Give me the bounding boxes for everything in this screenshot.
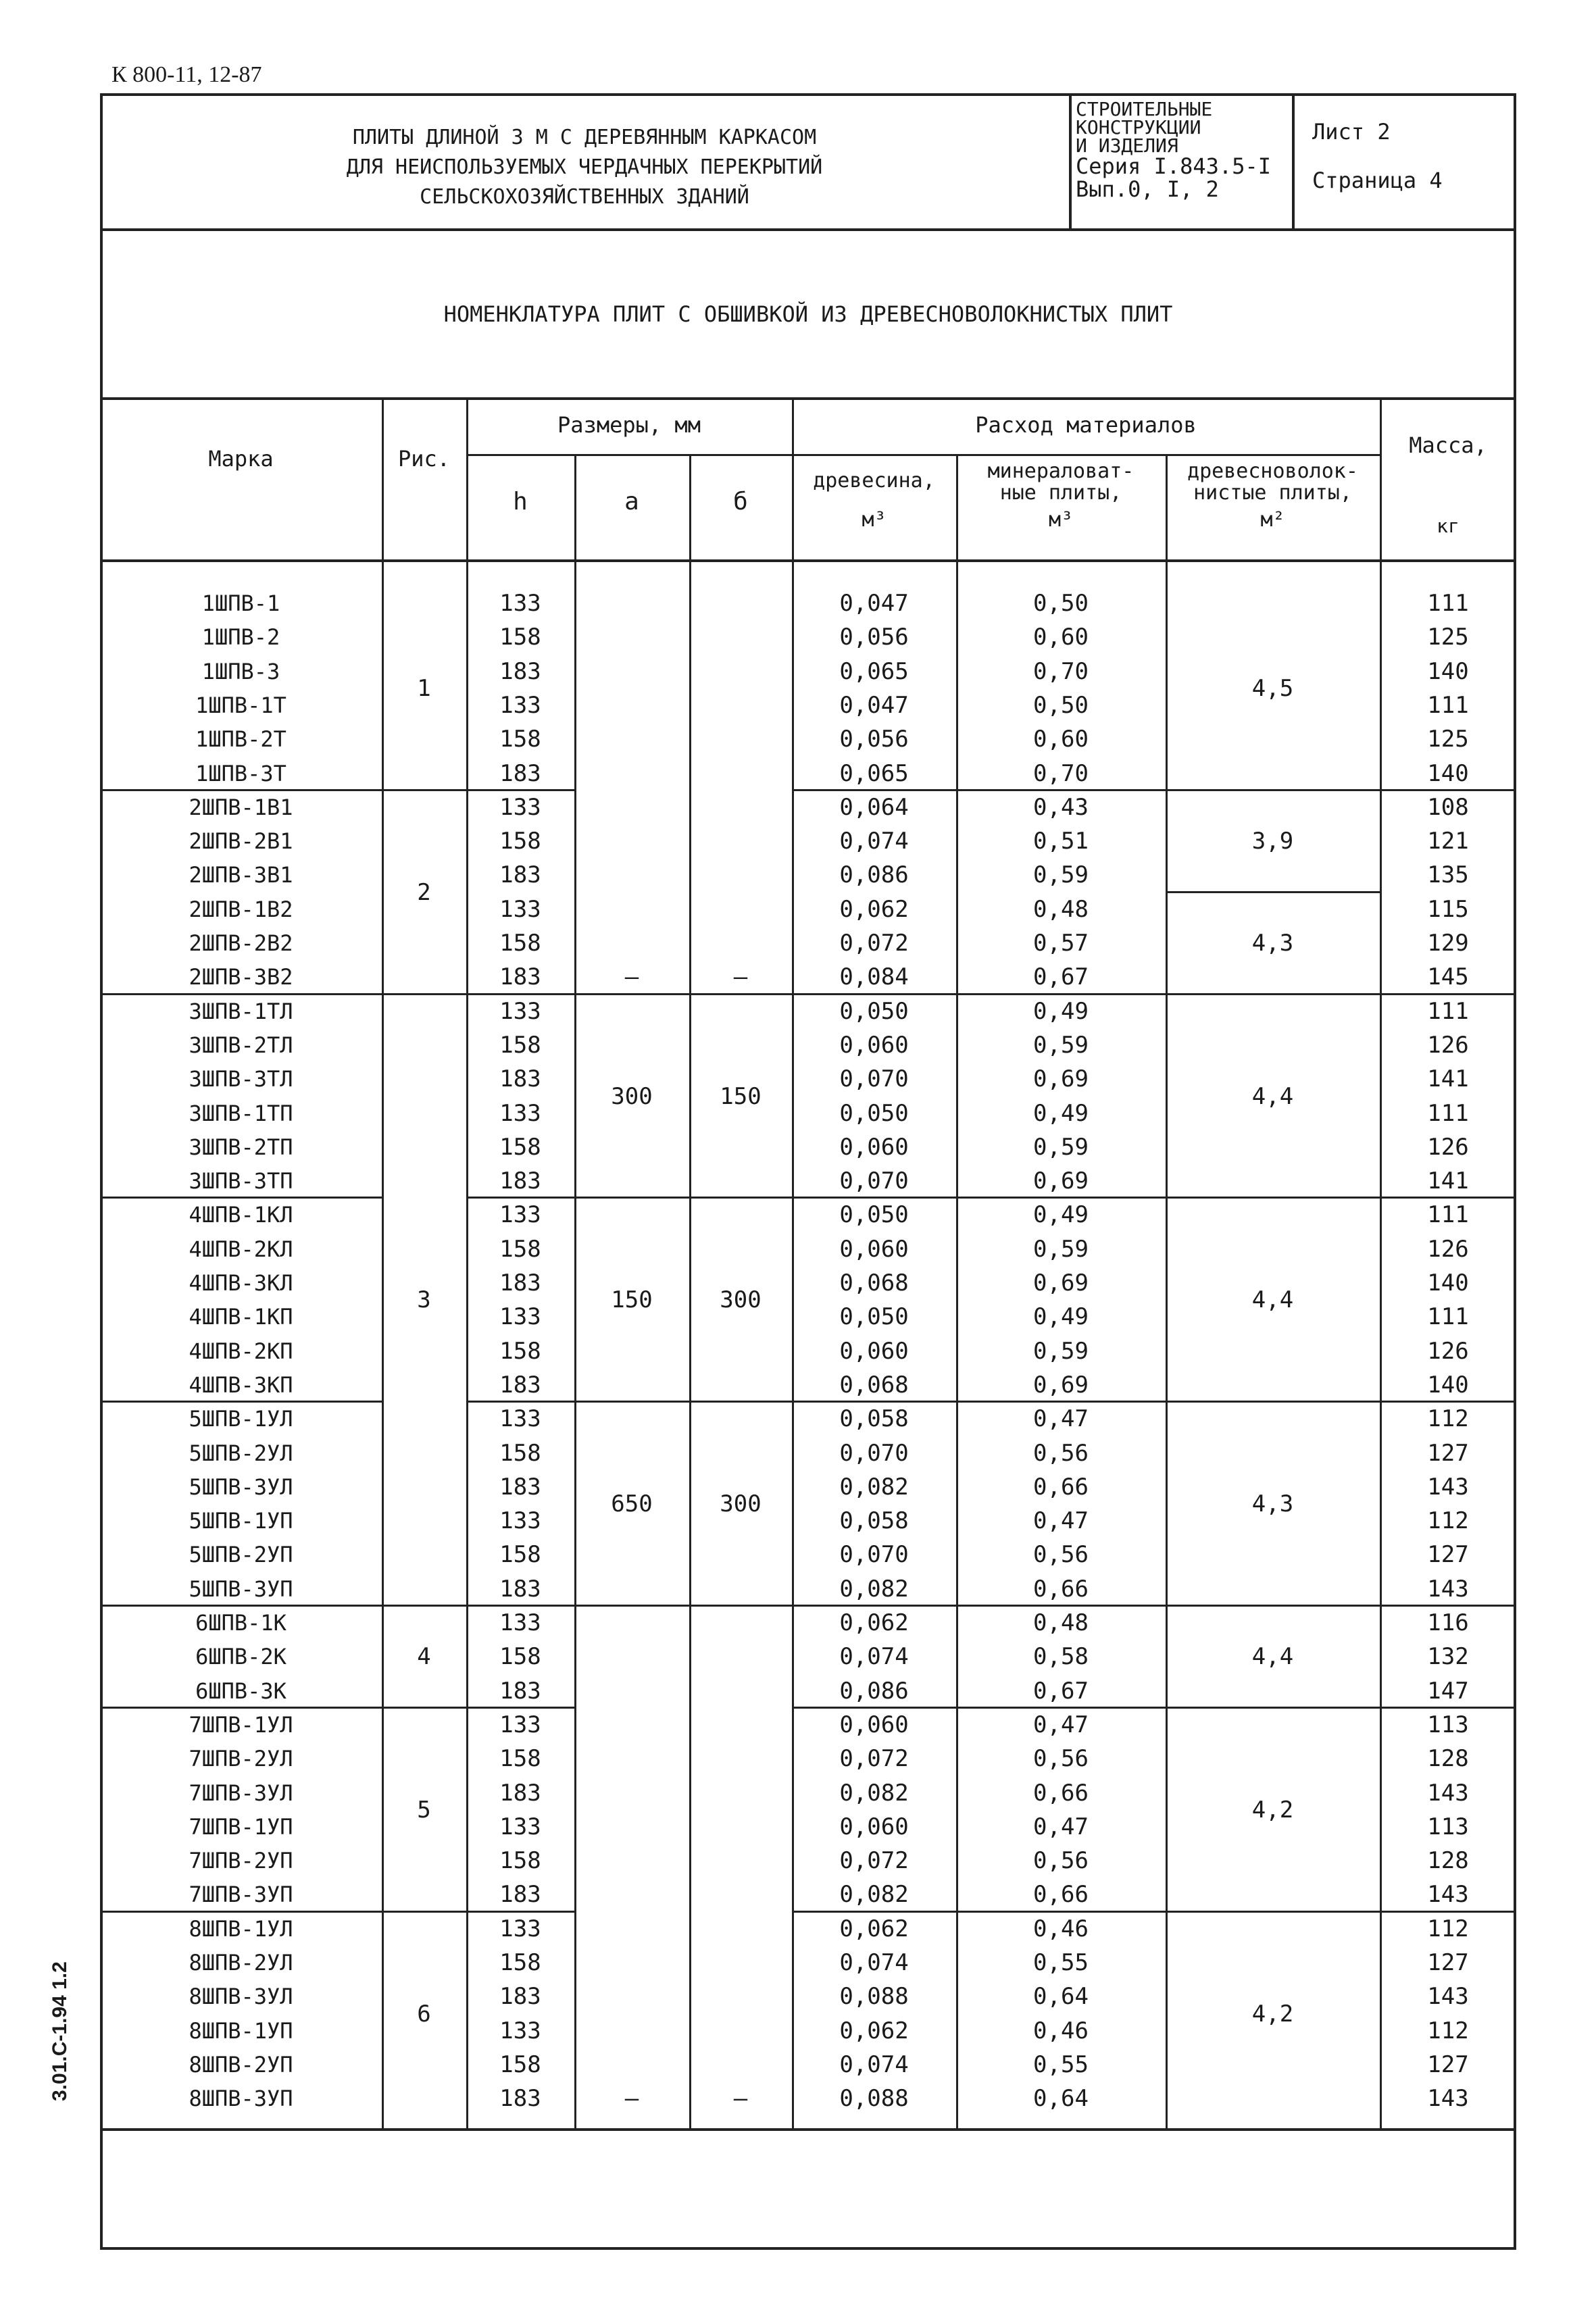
size-a-value: 150	[611, 1286, 653, 1314]
table-row-mass: 143	[1427, 1779, 1469, 1807]
fig-group-label: 5	[417, 1796, 431, 1823]
fiber-group-value: 4,4	[1251, 1643, 1294, 1671]
table-row-mass: 112	[1427, 2017, 1469, 2044]
fiber-group-value: 4,5	[1251, 674, 1294, 702]
table-row-mass: 141	[1427, 1167, 1469, 1195]
table-row-h: 158	[499, 1541, 541, 1569]
col-header-h: h	[513, 488, 528, 515]
table-row-h: 158	[499, 1439, 541, 1467]
table-row-mark: 3ШПВ-3ТЛ	[189, 1066, 293, 1092]
table-row-h: 183	[499, 2085, 541, 2113]
size-b-value: 150	[720, 1082, 762, 1110]
table-row-mineral: 0,64	[1033, 1983, 1089, 2011]
table-row-wood: 0,070	[839, 1439, 909, 1467]
table-row-h: 133	[499, 590, 541, 617]
table-row-wood: 0,062	[839, 895, 909, 923]
table-row-mark: 5ШПВ-3УЛ	[189, 1474, 293, 1500]
table-row-wood: 0,060	[839, 1711, 909, 1738]
table-row-wood: 0,068	[839, 1269, 909, 1297]
table-row-h: 183	[499, 657, 541, 685]
table-row-mark: 1ШПВ-3	[201, 658, 280, 684]
table-row-mineral: 0,59	[1033, 1133, 1089, 1161]
table-row-wood: 0,047	[839, 691, 909, 719]
series-line-1: СТРОИТЕЛЬНЫЕ	[1076, 98, 1213, 120]
col-header-fiber-2: нистые плиты,	[1193, 481, 1352, 505]
table-row-wood: 0,050	[839, 997, 909, 1025]
table-row-mass: 135	[1427, 861, 1469, 889]
table-row-h: 133	[499, 1813, 541, 1840]
table-row-h: 183	[499, 1677, 541, 1705]
table-row-mineral: 0,50	[1033, 590, 1089, 617]
table-row-mark: 8ШПВ-3УЛ	[189, 1984, 293, 2010]
table-row-mineral: 0,47	[1033, 1711, 1089, 1738]
table-row-mineral: 0,49	[1033, 1201, 1089, 1229]
table-row-mineral: 0,56	[1033, 1439, 1089, 1467]
table-row-mass: 143	[1427, 1473, 1469, 1501]
table-row-mark: 7ШПВ-2УЛ	[189, 1746, 293, 1772]
table-row-wood: 0,082	[839, 1881, 909, 1909]
size-a-value: 650	[611, 1490, 653, 1518]
fiber-group-value: 4,2	[1251, 1796, 1294, 1823]
table-row-mark: 2ШПВ-3В2	[189, 964, 293, 990]
title-series-divider	[1069, 93, 1072, 228]
table-row-wood: 0,074	[839, 2051, 909, 2078]
table-row-mass: 129	[1427, 930, 1469, 957]
table-row-wood: 0,082	[839, 1575, 909, 1603]
table-row-h: 183	[499, 1983, 541, 2011]
table-row-mineral: 0,69	[1033, 1269, 1089, 1297]
table-row-h: 183	[499, 1269, 541, 1297]
table-row-mark: 1ШПВ-2	[201, 624, 280, 651]
table-row-h: 158	[499, 726, 541, 753]
table-row-mass: 113	[1427, 1711, 1469, 1738]
table-row-h: 183	[499, 1167, 541, 1195]
table-row-mineral: 0,70	[1033, 657, 1089, 685]
table-row-wood: 0,060	[839, 1813, 909, 1840]
table-row-mark: 6ШПВ-1К	[195, 1610, 286, 1636]
table-row-h: 158	[499, 1847, 541, 1875]
table-row-h: 183	[499, 759, 541, 787]
table-row-mineral: 0,60	[1033, 726, 1089, 753]
table-row-mass: 128	[1427, 1847, 1469, 1875]
table-row-mark: 2ШПВ-3В1	[189, 862, 293, 888]
table-row-h: 183	[499, 1371, 541, 1399]
table-row-wood: 0,065	[839, 759, 909, 787]
col-header-fiber: древесноволок-	[1187, 459, 1358, 483]
fig-group-separator	[382, 993, 466, 995]
col-header-b: б	[733, 488, 748, 515]
table-row-wood: 0,082	[839, 1473, 909, 1501]
col-header-consumption: Расход материалов	[975, 412, 1197, 438]
table-row-mineral: 0,66	[1033, 1881, 1089, 1909]
table-row-mass: 143	[1427, 1983, 1469, 2011]
table-row-mineral: 0,49	[1033, 1303, 1089, 1331]
fig-group-separator	[382, 789, 466, 791]
table-row-mark: 7ШПВ-2УП	[189, 1848, 293, 1874]
table-row-wood: 0,050	[839, 1303, 909, 1331]
table-row-wood: 0,074	[839, 828, 909, 855]
fig-group-separator	[382, 1911, 466, 1913]
table-row-mineral: 0,47	[1033, 1813, 1089, 1840]
title-block-divider	[100, 228, 1516, 231]
table-row-mark: 3ШПВ-1ТП	[189, 1100, 293, 1126]
table-row-mark: 6ШПВ-3К	[195, 1678, 286, 1704]
table-row-mark: 2ШПВ-2В2	[189, 930, 293, 956]
size-group-separator	[574, 1401, 792, 1403]
table-row-mineral: 0,60	[1033, 624, 1089, 651]
table-row-wood: 0,072	[839, 1745, 909, 1773]
table-row-wood: 0,086	[839, 861, 909, 889]
table-row-mark: 3ШПВ-2ТП	[189, 1134, 293, 1160]
size-a-value: 300	[611, 1082, 653, 1110]
table-row-mark: 1ШПВ-3Т	[195, 760, 286, 786]
table-row-mineral: 0,49	[1033, 997, 1089, 1025]
table-row-wood: 0,084	[839, 963, 909, 991]
table-row-mark: 4ШПВ-1КЛ	[189, 1202, 293, 1228]
table-row-mass: 127	[1427, 1439, 1469, 1467]
size-b-value: —	[733, 963, 748, 991]
document-code: К 800-11, 12-87	[111, 62, 262, 87]
table-row-wood: 0,060	[839, 1133, 909, 1161]
fig-group-label: 6	[417, 2000, 431, 2028]
table-row-mass: 126	[1427, 1133, 1469, 1161]
table-row-mineral: 0,56	[1033, 1541, 1089, 1569]
table-row-mark: 3ШПВ-1ТЛ	[189, 998, 293, 1024]
size-b-value: 300	[720, 1286, 762, 1314]
table-row-wood: 0,058	[839, 1507, 909, 1535]
col-header-fig: Рис.	[397, 446, 451, 472]
table-row-mark: 3ШПВ-2ТЛ	[189, 1032, 293, 1058]
table-row-wood: 0,062	[839, 1609, 909, 1636]
table-row-mark: 7ШПВ-1УП	[189, 1813, 293, 1840]
table-row-wood: 0,064	[839, 793, 909, 821]
table-row-wood: 0,056	[839, 624, 909, 651]
table-row-mass: 125	[1427, 624, 1469, 651]
table-row-mass: 126	[1427, 1235, 1469, 1263]
table-row-mass: 128	[1427, 1745, 1469, 1773]
sheet-number: Лист 2	[1312, 119, 1391, 145]
col-header-mineral: минераловат-	[987, 459, 1134, 483]
table-row-mark: 3ШПВ-3ТП	[189, 1168, 293, 1194]
table-row-mark: 4ШПВ-3КП	[189, 1372, 293, 1398]
table-row-h: 183	[499, 1065, 541, 1093]
table-row-wood: 0,074	[839, 1949, 909, 1976]
table-row-mineral: 0,70	[1033, 759, 1089, 787]
col-header-mineral-unit: м³	[1048, 508, 1074, 532]
side-stamp-code: 3.01.С-1.94 1.2	[49, 1961, 71, 2101]
table-row-mineral: 0,69	[1033, 1371, 1089, 1399]
table-row-mark: 4ШПВ-2КП	[189, 1338, 293, 1364]
table-row-mass: 145	[1427, 963, 1469, 991]
table-row-wood: 0,070	[839, 1065, 909, 1093]
table-row-mass: 108	[1427, 793, 1469, 821]
header-bottom-border	[100, 559, 1516, 562]
table-row-h: 133	[499, 997, 541, 1025]
table-row-wood: 0,050	[839, 1099, 909, 1127]
table-row-mark: 5ШПВ-2УЛ	[189, 1440, 293, 1466]
table-row-mass: 127	[1427, 1949, 1469, 1976]
table-row-h: 133	[499, 1201, 541, 1229]
fig-group-label: 3	[417, 1286, 431, 1314]
table-row-h: 158	[499, 1643, 541, 1671]
table-row-mass: 125	[1427, 726, 1469, 753]
table-row-mass: 143	[1427, 1881, 1469, 1909]
table-row-mineral: 0,56	[1033, 1745, 1089, 1773]
table-row-mass: 111	[1427, 1201, 1469, 1229]
table-row-mark: 1ШПВ-1Т	[195, 692, 286, 718]
table-title: НОМЕНКЛАТУРА ПЛИТ С ОБШИВКОЙ ИЗ ДРЕВЕСНОВОЛОКНИСТЫХ ПЛИТ	[443, 301, 1173, 327]
table-row-mark: 7ШПВ-1УЛ	[189, 1711, 293, 1738]
table-row-mass: 143	[1427, 1575, 1469, 1603]
table-row-mineral: 0,46	[1033, 1915, 1089, 1942]
table-row-mass: 147	[1427, 1677, 1469, 1705]
table-row-mass: 112	[1427, 1507, 1469, 1535]
table-row-h: 183	[499, 1575, 541, 1603]
fiber-group-value: 4,4	[1251, 1082, 1294, 1110]
size-b-value: —	[733, 2085, 748, 2113]
col-header-wood: древесина,	[813, 469, 935, 493]
table-row-mark: 4ШПВ-2КЛ	[189, 1236, 293, 1262]
table-row-mineral: 0,47	[1033, 1507, 1089, 1535]
table-row-mass: 113	[1427, 1813, 1469, 1840]
document-title-line-2: ДЛЯ НЕИСПОЛЬЗУЕМЫХ ЧЕРДАЧНЫХ ПЕРЕКРЫТИЙ	[346, 155, 823, 179]
table-row-wood: 0,072	[839, 930, 909, 957]
table-row-mark: 8ШПВ-1УЛ	[189, 1915, 293, 1942]
table-row-mass: 111	[1427, 590, 1469, 617]
table-row-mass: 140	[1427, 1371, 1469, 1399]
sizes-subheader-border	[466, 454, 792, 456]
table-row-h: 158	[499, 1745, 541, 1773]
fiber-group-value: 4,4	[1251, 1286, 1294, 1314]
fiber-group-value: 3,9	[1251, 828, 1294, 855]
table-row-mark: 7ШПВ-3УЛ	[189, 1780, 293, 1806]
table-row-h: 133	[499, 1405, 541, 1433]
table-row-h: 183	[499, 1473, 541, 1501]
table-row-mineral: 0,56	[1033, 1847, 1089, 1875]
table-row-mass: 111	[1427, 997, 1469, 1025]
table-bottom-border	[100, 2128, 1516, 2131]
table-row-mineral: 0,67	[1033, 1677, 1089, 1705]
table-row-mineral: 0,51	[1033, 828, 1089, 855]
col-header-a: а	[624, 488, 639, 515]
table-row-mass: 111	[1427, 1099, 1469, 1127]
fiber-group-value: 4,2	[1251, 2000, 1294, 2028]
table-row-h: 133	[499, 1609, 541, 1636]
table-row-mark: 6ШПВ-2К	[195, 1644, 286, 1670]
table-row-mark: 2ШПВ-2В1	[189, 828, 293, 855]
col-header-mass-unit: кг	[1437, 515, 1460, 537]
table-row-h: 158	[499, 1031, 541, 1059]
table-row-mass: 121	[1427, 828, 1469, 855]
size-b-value: 300	[720, 1490, 762, 1518]
table-row-wood: 0,058	[839, 1405, 909, 1433]
table-row-mass: 140	[1427, 1269, 1469, 1297]
table-row-mass: 127	[1427, 1541, 1469, 1569]
table-row-h: 133	[499, 2017, 541, 2044]
table-row-mineral: 0,48	[1033, 895, 1089, 923]
fig-group-label: 2	[417, 878, 431, 906]
series-line-4: Серия I.843.5-I	[1076, 153, 1271, 179]
table-row-mineral: 0,49	[1033, 1099, 1089, 1127]
table-row-mineral: 0,69	[1033, 1167, 1089, 1195]
table-row-h: 183	[499, 963, 541, 991]
table-row-wood: 0,060	[839, 1235, 909, 1263]
table-row-wood: 0,065	[839, 657, 909, 685]
table-row-wood: 0,047	[839, 590, 909, 617]
table-row-mark: 7ШПВ-3УП	[189, 1882, 293, 1908]
table-row-mineral: 0,69	[1033, 1065, 1089, 1093]
table-row-wood: 0,050	[839, 1201, 909, 1229]
table-row-mass: 111	[1427, 691, 1469, 719]
table-row-mark: 4ШПВ-3КЛ	[189, 1270, 293, 1296]
fig-group-label: 1	[417, 674, 431, 702]
table-row-mass: 116	[1427, 1609, 1469, 1636]
table-row-mineral: 0,67	[1033, 963, 1089, 991]
table-row-mark: 5ШПВ-1УП	[189, 1508, 293, 1534]
table-row-h: 133	[499, 1915, 541, 1942]
table-row-h: 133	[499, 1303, 541, 1331]
table-row-h: 158	[499, 828, 541, 855]
table-row-wood: 0,072	[839, 1847, 909, 1875]
table-row-wood: 0,082	[839, 1779, 909, 1807]
consumption-subheader-border	[792, 454, 1380, 456]
table-row-mineral: 0,59	[1033, 1031, 1089, 1059]
table-row-wood: 0,086	[839, 1677, 909, 1705]
table-row-wood: 0,068	[839, 1371, 909, 1399]
series-line-3: И ИЗДЕЛИЯ	[1076, 134, 1178, 157]
table-row-mineral: 0,43	[1033, 793, 1089, 821]
table-row-mark: 4ШПВ-1КП	[189, 1304, 293, 1330]
table-row-wood: 0,062	[839, 2017, 909, 2044]
table-row-mineral: 0,55	[1033, 2051, 1089, 2078]
table-row-mark: 5ШПВ-1УЛ	[189, 1406, 293, 1432]
table-row-mass: 126	[1427, 1337, 1469, 1365]
document-title-line-1: ПЛИТЫ ДЛИНОЙ 3 М С ДЕРЕВЯННЫМ КАРКАСОМ	[352, 126, 817, 149]
table-row-mass: 140	[1427, 657, 1469, 685]
col-header-mark: Марка	[208, 446, 274, 472]
table-row-wood: 0,060	[839, 1337, 909, 1365]
table-row-mineral: 0,57	[1033, 930, 1089, 957]
table-row-wood: 0,060	[839, 1031, 909, 1059]
table-row-mass: 112	[1427, 1915, 1469, 1942]
fig-group-label: 4	[417, 1643, 431, 1671]
table-top-border	[100, 397, 1516, 400]
table-row-h: 158	[499, 930, 541, 957]
table-row-h: 183	[499, 861, 541, 889]
table-row-h: 158	[499, 624, 541, 651]
size-group-separator	[574, 1197, 792, 1199]
table-row-wood: 0,056	[839, 726, 909, 753]
table-row-h: 183	[499, 1779, 541, 1807]
table-row-mark: 2ШПВ-1В1	[189, 794, 293, 820]
document-title-line-3: СЕЛЬСКОХОЗЯЙСТВЕННЫХ ЗДАНИЙ	[420, 185, 749, 209]
table-row-h: 158	[499, 2051, 541, 2078]
series-line-2: КОНСТРУКЦИИ	[1076, 116, 1201, 139]
col-header-wood-unit: м³	[862, 508, 887, 532]
table-row-mark: 8ШПВ-3УП	[189, 2086, 293, 2112]
table-row-h: 133	[499, 691, 541, 719]
table-row-h: 133	[499, 1099, 541, 1127]
table-row-wood: 0,062	[839, 1915, 909, 1942]
table-row-mark: 1ШПВ-2Т	[195, 726, 286, 753]
fig-group-separator	[382, 1707, 466, 1709]
table-row-mineral: 0,66	[1033, 1575, 1089, 1603]
col-header-sizes: Размеры, мм	[557, 412, 701, 438]
table-row-mineral: 0,59	[1033, 1337, 1089, 1365]
fiber-group-value: 4,3	[1251, 930, 1294, 957]
column-divider	[382, 397, 384, 2128]
table-row-mass: 143	[1427, 2085, 1469, 2113]
series-line-5: Вып.0, I, 2	[1076, 176, 1219, 202]
table-row-h: 158	[499, 1133, 541, 1161]
table-row-mass: 132	[1427, 1643, 1469, 1671]
size-a-value: —	[624, 963, 639, 991]
table-row-mass: 111	[1427, 1303, 1469, 1331]
fiber-group-separator	[1166, 891, 1380, 893]
size-a-value: —	[624, 2085, 639, 2113]
table-row-wood: 0,088	[839, 2085, 909, 2113]
table-row-mineral: 0,55	[1033, 1949, 1089, 1976]
table-row-h: 133	[499, 793, 541, 821]
table-row-mineral: 0,58	[1033, 1643, 1089, 1671]
table-row-mark: 8ШПВ-2УП	[189, 2051, 293, 2078]
table-row-h: 158	[499, 1337, 541, 1365]
table-row-mass: 126	[1427, 1031, 1469, 1059]
fig-group-separator	[382, 1605, 466, 1607]
col-header-mineral-2: ные плиты,	[999, 481, 1122, 505]
table-row-mineral: 0,66	[1033, 1779, 1089, 1807]
series-block	[1076, 100, 1271, 201]
col-header-mass: Масса,	[1409, 432, 1487, 458]
table-row-mineral: 0,59	[1033, 861, 1089, 889]
table-row-h: 183	[499, 1881, 541, 1909]
table-row-mass: 140	[1427, 759, 1469, 787]
table-row-mark: 2ШПВ-1В2	[189, 896, 293, 922]
table-row-mark: 8ШПВ-2УЛ	[189, 1950, 293, 1976]
table-row-h: 158	[499, 1235, 541, 1263]
table-row-h: 133	[499, 895, 541, 923]
table-row-h: 133	[499, 1711, 541, 1738]
series-sheet-divider	[1292, 93, 1295, 228]
table-row-mineral: 0,47	[1033, 1405, 1089, 1433]
table-row-wood: 0,074	[839, 1643, 909, 1671]
col-header-fiber-unit: м²	[1260, 508, 1285, 532]
table-row-mass: 115	[1427, 895, 1469, 923]
size-group-separator	[574, 1605, 792, 1607]
table-row-mark: 5ШПВ-3УП	[189, 1576, 293, 1602]
table-row-mineral: 0,46	[1033, 2017, 1089, 2044]
table-row-h: 158	[499, 1949, 541, 1976]
table-row-mark: 8ШПВ-1УП	[189, 2017, 293, 2044]
table-row-mark: 1ШПВ-1	[201, 590, 280, 616]
table-row-mineral: 0,50	[1033, 691, 1089, 719]
table-row-wood: 0,070	[839, 1541, 909, 1569]
table-row-mineral: 0,66	[1033, 1473, 1089, 1501]
table-row-mark: 5ШПВ-2УП	[189, 1542, 293, 1568]
table-row-mass: 112	[1427, 1405, 1469, 1433]
table-row-wood: 0,070	[839, 1167, 909, 1195]
table-row-mineral: 0,48	[1033, 1609, 1089, 1636]
table-row-mass: 127	[1427, 2051, 1469, 2078]
table-row-wood: 0,088	[839, 1983, 909, 2011]
table-row-mineral: 0,64	[1033, 2085, 1089, 2113]
table-row-mineral: 0,59	[1033, 1235, 1089, 1263]
table-row-mass: 141	[1427, 1065, 1469, 1093]
page-number: Страница 4	[1312, 168, 1443, 193]
fiber-group-value: 4,3	[1251, 1490, 1294, 1518]
table-row-h: 133	[499, 1507, 541, 1535]
